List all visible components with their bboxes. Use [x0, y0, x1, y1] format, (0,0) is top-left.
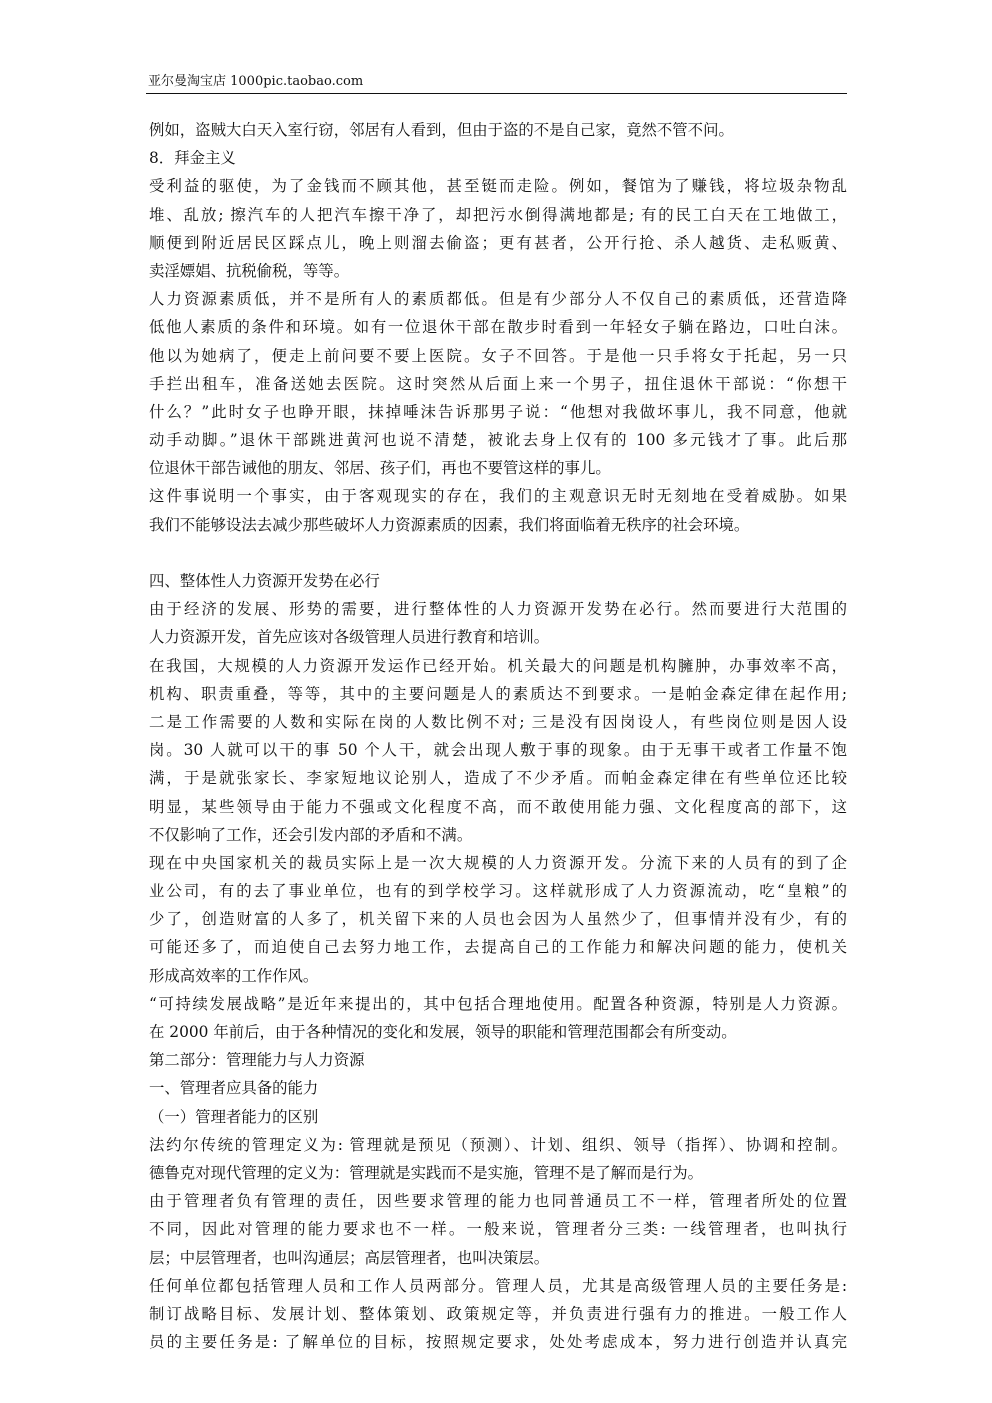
text-line: 法约尔传统的管理定义为: 管理就是预见（预测）、计划、组织、领导（指挥）、协调和控制。: [149, 1135, 847, 1154]
text-line: 动手动脚。”退休干部跳进黄河也说不清楚，被讹去身上仅有的 100 多元钱才了事。此后那: [149, 431, 847, 450]
text-line: 人力资源素质低，并不是所有人的素质都低。但是有少部分人不仅自己的素质低，还营造降: [149, 290, 847, 309]
header-divider: [146, 93, 847, 94]
text-line: 受利益的驱使，为了金钱而不顾其他，甚至铤而走险。例如，餐馆为了赚钱，将垃圾杂物乱: [149, 177, 847, 196]
text-line: 德鲁克对现代管理的定义为：管理就是实践而不是实施，管理不是了解而是行为。: [149, 1163, 704, 1182]
text-line: 满，于是就张家长、李家短地议论别人，造成了不少矛盾。而帕金森定律在有些单位还比较: [149, 769, 847, 788]
text-line: 不仅影响了工作，还会引发内部的矛盾和不满。: [149, 825, 473, 844]
text-line: 制订战略目标、发展计划、整体策划、政策规定等，并负责进行强有力的推进。一般工作人: [149, 1304, 847, 1323]
text-line: 例如，盗贼大白天入室行窃，邻居有人看到，但由于盗的不是自己家，竟然不管不问。: [149, 121, 734, 139]
text-line: 可能还多了，而迫使自己去努力地工作，去提高自己的工作能力和解决问题的能力，使机关: [149, 938, 847, 957]
text-line: 他以为她病了，便走上前问要不要上医院。女子不回答。于是他一只手将女于托起，另一只: [149, 346, 847, 365]
text-line: 不同，因此对管理的能力要求也不一样。一般来说，管理者分三类: 一线管理者，也叫执行: [149, 1220, 847, 1239]
text-line: 8．拜金主义: [149, 149, 236, 168]
text-line: 一、管理者应具备的能力: [149, 1079, 319, 1098]
text-line: 四、整体性人力资源开发势在必行: [149, 572, 380, 590]
text-line: 任何单位都包括管理人员和工作人员两部分。管理人员，尤其是高级管理人员的主要任务是:: [149, 1276, 847, 1295]
text-line: 员的主要任务是: 了解单位的目标，按照规定要求，处处考虑成本，努力进行创造并认真完: [149, 1333, 847, 1352]
text-line: 卖淫嫖娼、抗税偷税，等等。: [149, 261, 350, 280]
text-line: 在 2000 年前后，由于各种情况的变化和发展，领导的职能和管理范围都会有所变动。: [149, 1023, 737, 1041]
page-header: 亚尔曼淘宝店 1000pic.taobao.com: [148, 74, 364, 89]
text-line: 形成高效率的工作作风。: [149, 966, 319, 985]
text-line: 少了，创造财富的人多了，机关留下来的人员也会因为人虽然少了，但事情并没有少，有的: [149, 910, 847, 929]
text-line: 在我国，大规模的人力资源开发运作已经开始。机关最大的问题是机构臃肿，办事效率不高，: [149, 656, 847, 675]
document-body: [149, 116, 847, 1356]
text-line: 什么？”此时女子也睁开眼，抹掉唾沫告诉那男子说：“他想对我做坏事儿，我不同意，他就: [149, 402, 847, 421]
text-line: 由于经济的发展、形势的需要，进行整体性的人力资源开发势在必行。然而要进行大范围的: [149, 600, 847, 619]
text-line: 明显，某些领导由于能力不强或文化程度不高，而不敢使用能力强、文化程度高的部下，这: [149, 797, 847, 816]
text-line: 业公司，有的去了事业单位，也有的到学校学习。这样就形成了人力资源流动，吃“皇粮”的: [149, 882, 847, 901]
text-line: 岗。30 人就可以干的事 50 个人干，就会出现人敷于事的现象。由于无事干或者工作量不饱: [149, 741, 847, 760]
text-line: 位退休干部告诫他的朋友、邻居、孩子们，再也不要管这样的事儿。: [149, 459, 611, 478]
text-line: 手拦出租车，准备送她去医院。这时突然从后面上来一个男子，扭住退休干部说：“你想干: [149, 374, 847, 393]
text-line: 我们不能够设法去减少那些破坏人力资源素质的因素，我们将面临着无秩序的社会环境。: [149, 515, 750, 534]
text-line: 机构、职责重叠，等等，其中的主要问题是人的素质达不到要求。一是帕金森定律在起作用;: [149, 684, 847, 703]
text-line: 堆、乱放; 擦汽车的人把汽车擦干净了，却把污水倒得满地都是; 有的民工白天在工地做工，: [149, 205, 847, 224]
text-line: （一）管理者能力的区别: [149, 1107, 319, 1126]
text-line: 二是工作需要的人数和实际在岗的人数比例不对; 三是没有因岗设人，有些岗位则是因人设: [149, 712, 847, 731]
text-line: 第二部分：管理能力与人力资源: [149, 1051, 365, 1070]
text-line: 顺便到附近居民区踩点儿，晚上则溜去偷盗；更有甚者，公开行抢、杀人越货、走私贩黄、: [149, 233, 847, 252]
text-line: 现在中央国家机关的裁员实际上是一次大规模的人力资源开发。分流下来的人员有的到了企: [149, 853, 847, 872]
text-line: 这件事说明一个事实，由于客观现实的存在，我们的主观意识无时无刻地在受着威胁。如果: [149, 487, 847, 506]
text-line: 由于管理者负有管理的责任，因些要求管理的能力也同普通员工不一样，管理者所处的位置: [149, 1192, 847, 1211]
text-line: 低他人素质的条件和环境。如有一位退休干部在散步时看到一年轻女子躺在路边，口吐白沫。: [149, 318, 847, 337]
text-line: “可持续发展战略”是近年来提出的，其中包括合理地使用。配置各种资源，特别是人力资源。: [149, 994, 847, 1013]
text-line: [149, 539, 847, 567]
text-line: 层；中层管理者，也叫沟通层；高层管理者，也叫决策层。: [149, 1248, 550, 1267]
text-line: 人力资源开发，首先应该对各级管理人员进行教育和培训。: [149, 628, 550, 647]
